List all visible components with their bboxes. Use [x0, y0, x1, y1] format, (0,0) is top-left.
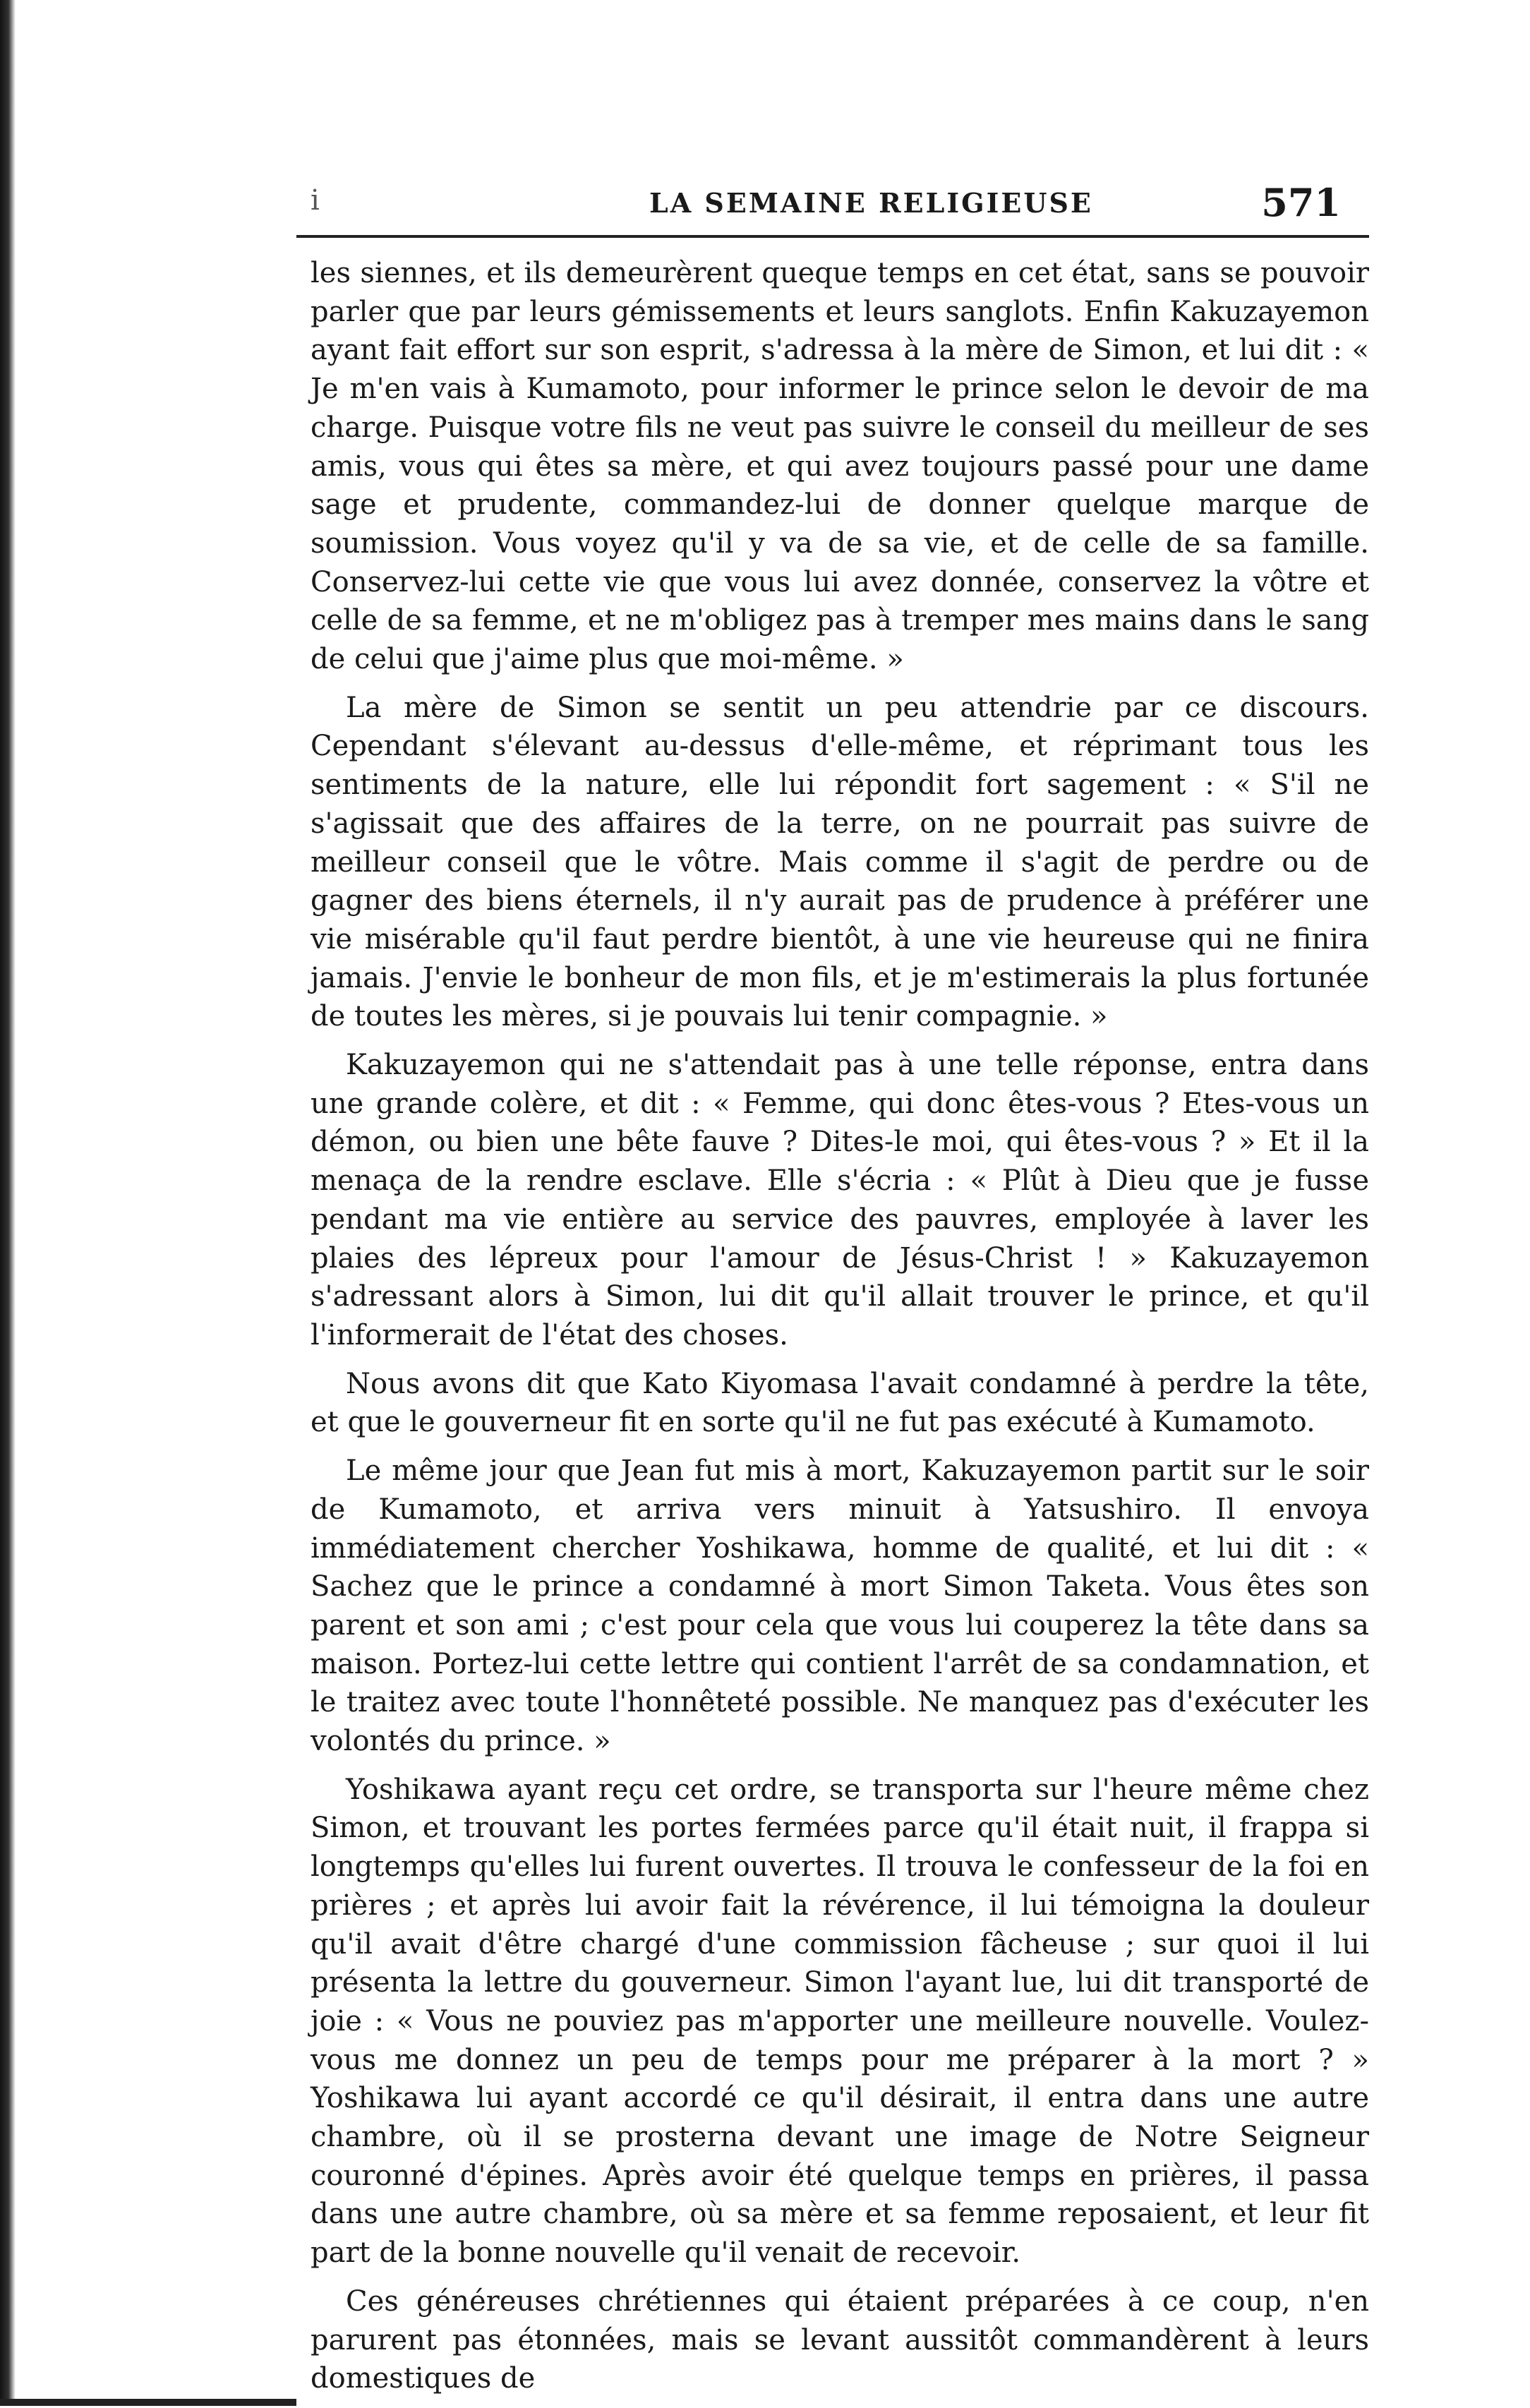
scan-bottom-edge: [0, 2399, 296, 2406]
page-binding-edge: [0, 0, 16, 2406]
paragraph: Le même jour que Jean fut mis à mort, Kakuzayemon partit sur le soir de Kumamoto, et arriva vers minuit à Yatsushiro. Il envoya immédiatement chercher Yoshikawa, homme de qualité, et lui dit : « Sachez que le prince a condamné à mort Simon Taketa. Vous êtes son parent et son ami ; c'est pour cela que vous lui couperez la tête dans sa maison. Portez-lui cette lettre qui contient l'arrêt de sa condamnation, et le traitez avec toute l'honnêteté possible. Ne manquez pas d'exécuter les volontés du prince. »: [311, 1455, 1369, 1758]
header-rule: [296, 235, 1369, 238]
body-text: [311, 254, 1369, 2408]
paragraph: Ces généreuses chrétiennes qui étaient préparées à ce coup, n'en parurent pas étonnées, mais se levant aussitôt commandèrent à leurs domestiques de: [311, 2284, 1369, 2395]
page-number: 571: [1261, 180, 1341, 225]
header-left-mark: i: [311, 184, 320, 217]
paragraph: Yoshikawa ayant reçu cet ordre, se transporta sur l'heure même chez Simon, et trouvant les portes fermées parce qu'il était nuit, il frappa si longtemps qu'elles lui furent ouvertes. Il trouva le confesseur de la foi en prières ; et après lui avoir fait la révérence, il lui témoigna la douleur qu'il avait d'être chargé d'une commission fâcheuse ; sur quoi il lui présenta la lettre du gouverneur. Simon l'ayant lue, lui dit transporté de joie : « Vous ne pouviez pas m'apporter une meilleure nouvelle. Voulez-vous me donnez un peu de temps pour me préparer à la mort ? » Yoshikawa lui ayant accordé ce qu'il désirait, il entra dans une autre chambre, où il se prosterna devant une image de Notre Seigneur couronné d'épines. Après avoir été quelque temps en prières, il passa dans une autre chambre, où sa mère et sa femme reposaient, et leur fit part de la bonne nouvelle qu'il venait de recevoir.: [311, 1773, 1369, 2270]
paragraph: La mère de Simon se sentit un peu attendrie par ce discours. Cependant s'élevant au-dessus d'elle-même, et réprimant tous les sentiments de la nature, elle lui répondit fort sagement : « S'il ne s'agissait que des affaires de la terre, on ne pourrait pas suivre de meilleur conseil que le vôtre. Mais comme il s'agit de perdre ou de gagner des biens éternels, il n'y aurait pas de prudence à préférer une vie misérable qu'il faut perdre bientôt, à une vie heureuse qui ne finira jamais. J'envie le bonheur de mon fils, et je m'estimerais la plus fortunée de toutes les mères, si je pouvais lui tenir compagnie. »: [311, 691, 1369, 1033]
running-header: [311, 180, 1369, 225]
running-title: LA SEMAINE RELIGIEUSE: [649, 187, 1093, 219]
paragraph: les siennes, et ils demeurèrent queque temps en cet état, sans se pouvoir parler que par leurs gémissements et leurs sanglots. Enfin Kakuzayemon ayant fait effort sur son esprit, s'adressa à la mère de Simon, et lui dit : « Je m'en vais à Kumamoto, pour informer le prince selon le devoir de ma charge. Puisque votre fils ne veut pas suivre le conseil du meilleur de ses amis, vous qui êtes sa mère, et qui avez toujours passé pour une dame sage et prudente, commandez-lui de donner quelque marque de soumission. Vous voyez qu'il y va de sa vie, et de celle de sa famille. Conservez-lui cette vie que vous lui avez donnée, conservez la vôtre et celle de sa femme, et ne m'obligez pas à tremper mes mains dans le sang de celui que j'aime plus que moi-même. »: [311, 257, 1369, 676]
paragraph: Nous avons dit que Kato Kiyomasa l'avait condamné à perdre la tête, et que le gouverneur fit en sorte qu'il ne fut pas exécuté à Kumamoto.: [311, 1367, 1369, 1439]
paragraph: Kakuzayemon qui ne s'attendait pas à une telle réponse, entra dans une grande colère, et dit : « Femme, qui donc êtes-vous ? Etes-vous un démon, ou bien une bête fauve ? Dites-le moi, qui êtes-vous ? » Et il la menaça de la rendre esclave. Elle s'écria : « Plût à Dieu que je fusse pendant ma vie entière au service des pauvres, employée à laver les plaies des lépreux pour l'amour de Jésus-Christ ! » Kakuzayemon s'adressant alors à Simon, lui dit qu'il allait trouver le prince, et qu'il l'informerait de l'état des choses.: [311, 1049, 1369, 1352]
